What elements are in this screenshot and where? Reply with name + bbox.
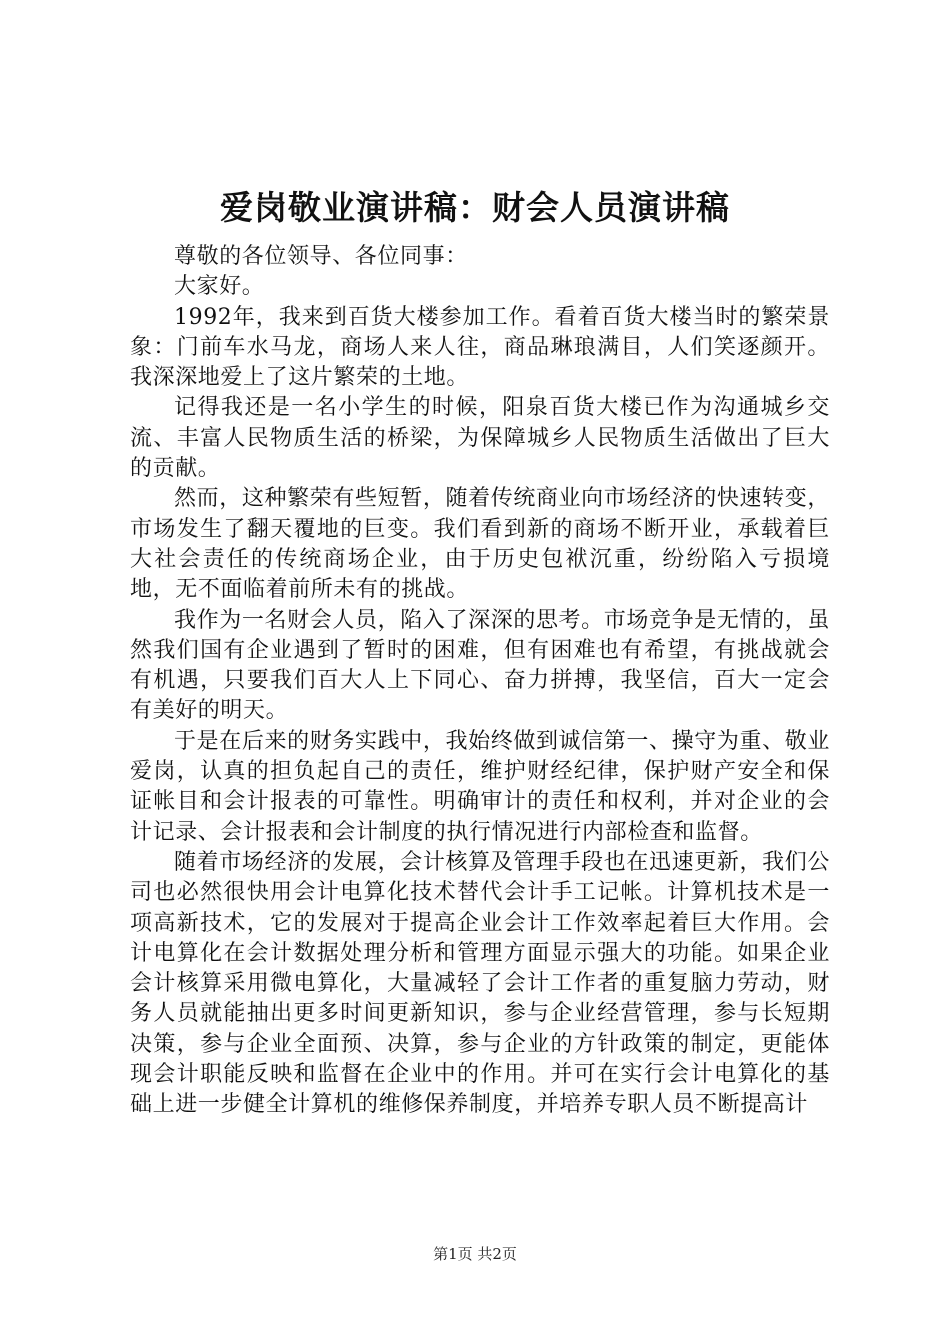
paragraph-greeting: 大家好。 xyxy=(174,274,265,300)
document-body xyxy=(130,242,830,1121)
page-title: 爱岗敬业演讲稿：财会人员演讲稿 xyxy=(220,188,730,227)
paragraph: 随着市场经济的发展，会计核算及管理手段也在迅速更新，我们公司也必然很快用会计电算化技术替代会计手工记帐。计算机技术是一项高新技术，它的发展对于提高企业会计工作效率起着巨大作用。会计电算化在会计数据处理分析和管理方面显示强大的功能。如果企业会计核算采用微电算化，大量减轻了会计工作者的重复脑力劳动，财务人员就能抽出更多时间更新知识，参与企业经营管理，参与长短期决策，参与企业全面预、决算，参与企业的方针政策的制定，更能体现会计职能反映和监督在企业中的作用。并可在实行会计电算化的基础上进一步健全计算机的维修保养制度，并培养专职人员不断提高计 xyxy=(130,849,830,1118)
paragraph: 记得我还是一名小学生的时候，阳泉百货大楼已作为沟通城乡交流、丰富人民物质生活的桥梁，为保障城乡人民物质生活做出了巨大的贡献。 xyxy=(130,395,830,482)
paragraph: 于是在后来的财务实践中，我始终做到诚信第一、操守为重、敬业爱岗，认真的担负起自己的责任，维护财经纪律，保护财产安全和保证帐目和会计报表的可靠性。明确审计的责任和权利，并对企业的会计记录、会计报表和会计制度的执行情况进行内部检查和监督。 xyxy=(130,728,830,845)
page-number-footer: 第1页 共2页 xyxy=(433,1245,517,1263)
paragraph: 1992年，我来到百货大楼参加工作。看着百货大楼当时的繁荣景象：门前车水马龙，商场人来人往，商品琳琅满目，人们笑逐颜开。我深深地爱上了这片繁荣的土地。 xyxy=(130,304,830,391)
paragraph: 我作为一名财会人员，陷入了深深的思考。市场竞争是无情的，虽然我们国有企业遇到了暂时的困难，但有困难也有希望，有挑战就会有机遇，只要我们百大人上下同心、奋力拼搏，我坚信，百大一定会有美好的明天。 xyxy=(130,607,830,724)
paragraph: 然而，这种繁荣有些短暂，随着传统商业向市场经济的快速转变，市场发生了翻天覆地的巨变。我们看到新的商场不断开业，承载着巨大社会责任的传统商场企业，由于历史包袱沉重，纷纷陷入亏损境地，无不面临着前所未有的挑战。 xyxy=(130,486,830,603)
paragraph-salutation: 尊敬的各位领导、各位同事： xyxy=(174,244,468,269)
